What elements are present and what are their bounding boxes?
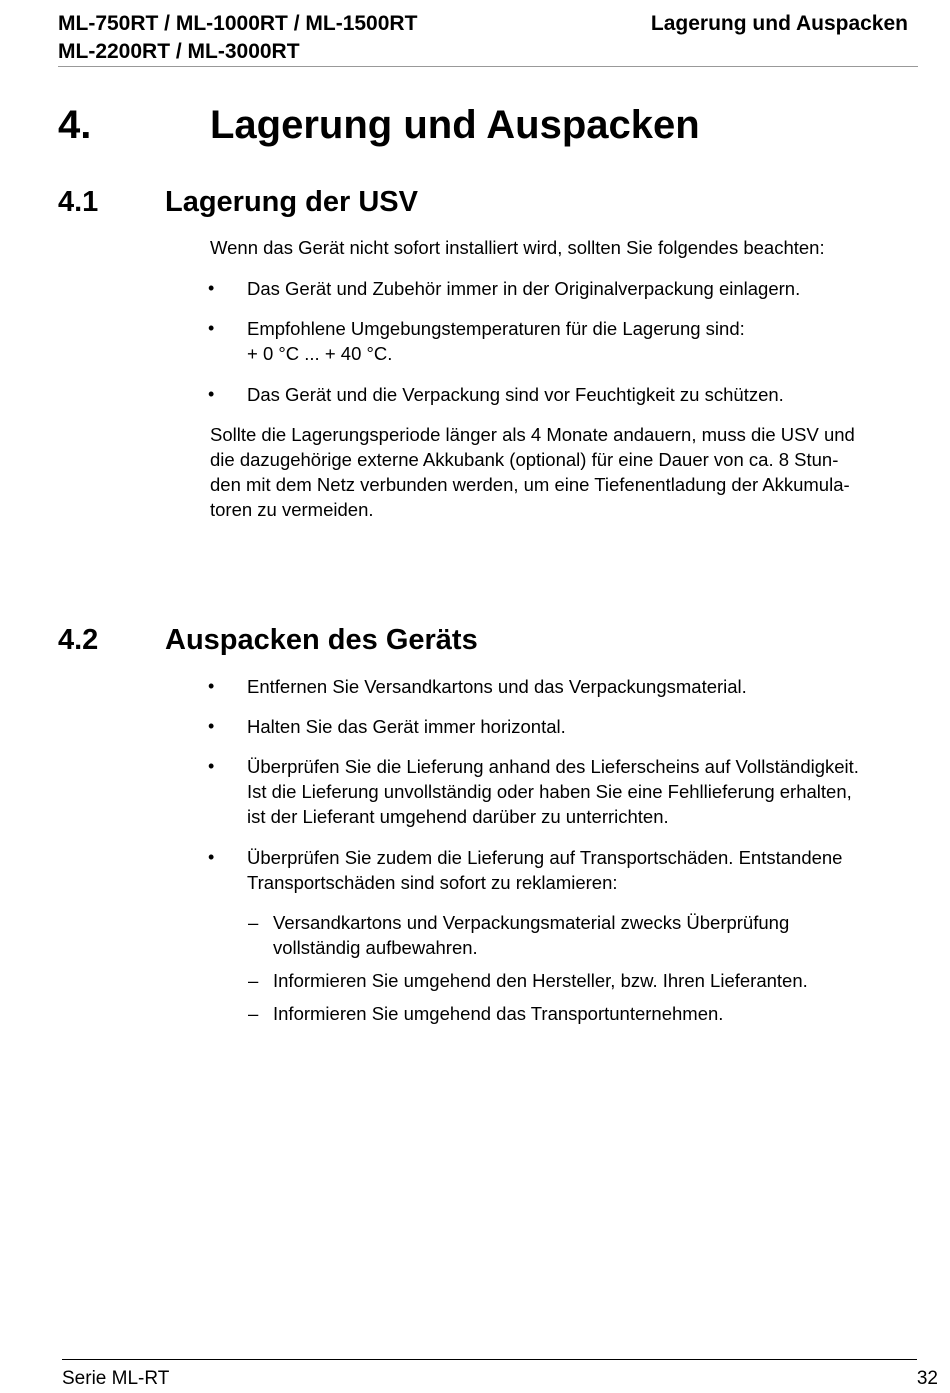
dash-marker: – <box>248 970 259 991</box>
bullet-marker: • <box>208 318 215 338</box>
bullet-marker: • <box>208 847 215 867</box>
unpacking-bullet-text: Entfernen Sie Versandkartons und das Verpackungsmaterial. <box>247 676 747 697</box>
storage-note-line: Sollte die Lagerungsperiode länger als 4 Monate andauern, muss die USV und <box>210 424 855 445</box>
storage-bullet-text: + 0 °C ... + 40 °C. <box>247 343 393 364</box>
bullet-marker: • <box>208 278 215 298</box>
footer-series: Serie ML-RT <box>62 1368 170 1389</box>
header-chapter-title: Lagerung und Auspacken <box>650 12 908 35</box>
storage-note-line: toren zu vermeiden. <box>210 499 374 520</box>
bullet-marker: • <box>208 384 215 404</box>
unpacking-bullet-text: Überprüfen Sie zudem die Lieferung auf Transportschäden. Entstandene <box>247 847 843 868</box>
bullet-marker: • <box>208 756 215 776</box>
dash-item-text: Versandkartons und Verpackungsmaterial zwecks Überprüfung <box>273 912 790 933</box>
header-rule <box>58 66 918 67</box>
section-number-4-1: 4.1 <box>58 186 99 218</box>
chapter-title: Lagerung und Auspacken <box>210 103 700 147</box>
chapter-number: 4. <box>58 103 92 147</box>
section-title-4-1: Lagerung der USV <box>165 186 418 218</box>
unpacking-bullet-text: ist der Lieferant umgehend darüber zu unterrichten. <box>247 806 669 827</box>
storage-bullet-text: Empfohlene Umgebungstemperaturen für die Lagerung sind: <box>247 318 745 339</box>
dash-item-text: Informieren Sie umgehend den Hersteller, bzw. Ihren Lieferanten. <box>273 970 808 991</box>
section-title-4-2: Auspacken des Geräts <box>165 624 478 656</box>
dash-item-text: vollständig aufbewahren. <box>273 937 478 958</box>
footer-rule <box>62 1359 917 1360</box>
bullet-marker: • <box>208 676 215 696</box>
unpacking-bullet-text: Ist die Lieferung unvollständig oder haben Sie eine Fehllieferung erhalten, <box>247 781 852 802</box>
storage-bullet-text: Das Gerät und die Verpackung sind vor Feuchtigkeit zu schützen. <box>247 384 784 405</box>
unpacking-bullet-text: Überprüfen Sie die Lieferung anhand des Lieferscheins auf Vollständigkeit. <box>247 756 859 777</box>
dash-item-text: Informieren Sie umgehend das Transportunternehmen. <box>273 1003 724 1024</box>
section-number-4-2: 4.2 <box>58 624 99 656</box>
storage-bullet-text: Das Gerät und Zubehör immer in der Originalverpackung einlagern. <box>247 278 801 299</box>
dash-marker: – <box>248 912 259 933</box>
storage-note-line: die dazugehörige externe Akkubank (optional) für eine Dauer von ca. 8 Stun- <box>210 449 839 470</box>
storage-note-line: den mit dem Netz verbunden werden, um eine Tiefenentladung der Akkumula- <box>210 474 850 495</box>
header-models-line1: ML-750RT / ML-1000RT / ML-1500RT <box>58 12 418 35</box>
header-models-line2: ML-2200RT / ML-3000RT <box>58 40 300 63</box>
unpacking-bullet-text: Transportschäden sind sofort zu reklamieren: <box>247 872 618 893</box>
dash-marker: – <box>248 1003 259 1024</box>
bullet-marker: • <box>208 716 215 736</box>
page-number: 32 <box>916 1368 938 1389</box>
section-intro: Wenn das Gerät nicht sofort installiert wird, sollten Sie folgendes beachten: <box>210 237 825 258</box>
unpacking-bullet-text: Halten Sie das Gerät immer horizontal. <box>247 716 566 737</box>
